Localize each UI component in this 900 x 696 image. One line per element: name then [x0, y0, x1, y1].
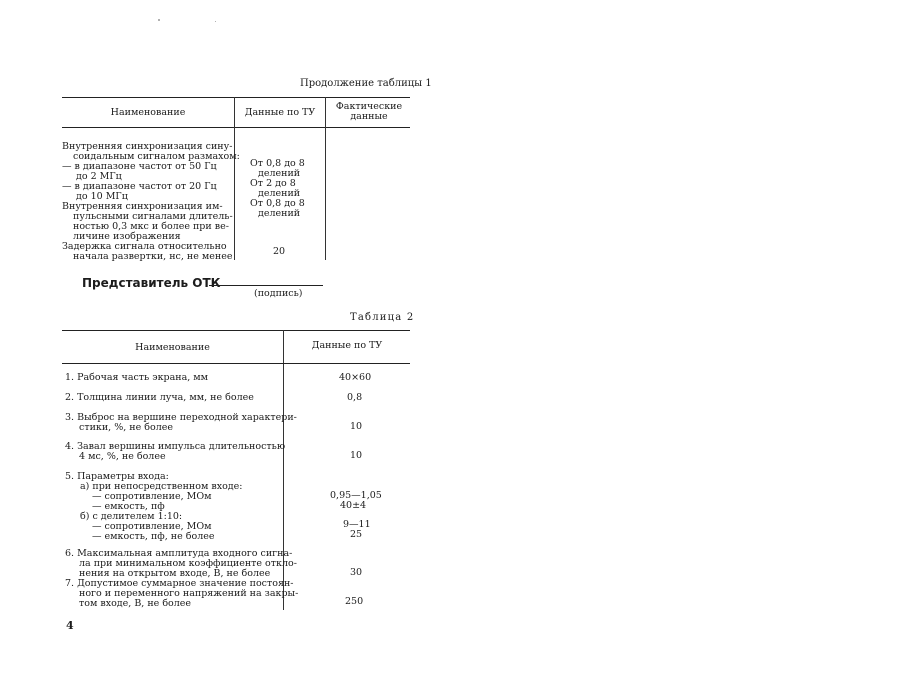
table1-row-line: начала развертки, нс, не менее [73, 251, 233, 262]
table1-col-divider-2 [325, 97, 326, 260]
table1-row-line: Внутренняя синхронизация им- [62, 201, 223, 212]
table2-row-2-name: 2. Толщина линии луча, мм, не более [65, 392, 254, 403]
table2-row-1-value: 40×60 [339, 372, 372, 383]
table2-row-6-value: 30 [350, 567, 363, 578]
table1-spec-value: 20 [273, 246, 286, 257]
table2-row-7-name: том входе, В, не более [79, 598, 192, 609]
table1-row-line: — в диапазоне частот от 20 Гц [62, 181, 217, 192]
scan-speck [215, 21, 216, 22]
table2-row-5-name: а) при непосредственном входе: [80, 481, 243, 492]
table1-continuation-label: Продолжение таблицы 1 [300, 78, 432, 89]
table2-row-7-name: 7. Допустимое суммарное значение постоян- [65, 578, 294, 589]
table2-top-rule [62, 330, 410, 331]
table1-row-line: соидальным сигналом размахом: [73, 151, 240, 162]
table2-row-6-name: ла при минимальном коэффициенте откло- [79, 558, 297, 569]
table2-row-5-name: 5. Параметры входа: [65, 471, 169, 482]
table2-label: Таблица 2 [350, 312, 415, 323]
table2-row-5-name: — емкость, пф, не более [92, 531, 215, 542]
table1-spec-value: От 0,8 до 8 [250, 198, 305, 209]
table2-header-rule [62, 363, 410, 364]
table1-row-line: личине изображения [73, 231, 181, 242]
table1-header-spec: Данные по ТУ [244, 107, 316, 118]
table2-row-5-name: — сопротивление, МОм [92, 491, 212, 502]
table2-header-name: Наименование [135, 342, 210, 353]
table1-header-actual: Фактические данные [335, 101, 403, 122]
table2-row-3-name: 3. Выброс на вершине переходной характери- [65, 412, 297, 423]
scan-speck [158, 19, 160, 21]
table2-row-5-value: 0,95—1,05 [330, 490, 382, 501]
signature-line [209, 285, 323, 286]
table2-row-4-value: 10 [350, 450, 363, 461]
table1-spec-value: От 0,8 до 8 [250, 158, 305, 169]
table2-row-5-name: б) с делителем 1:10: [80, 511, 183, 522]
table1-row-line: до 2 МГц [76, 171, 122, 182]
table1-row-line: — в диапазоне частот от 50 Гц [62, 161, 217, 172]
table2-row-2-value: 0,8 [347, 392, 363, 403]
table1-spec-value: От 2 до 8 [250, 178, 296, 189]
table1-spec-value: делений [258, 188, 301, 199]
table1-top-rule [62, 97, 410, 98]
table1-row-line: ностью 0,3 мкс и более при ве- [73, 221, 229, 232]
table2-row-5-value: 9—11 [343, 519, 371, 530]
table2-row-3-value: 10 [350, 421, 363, 432]
table1-header-rule [62, 127, 410, 128]
table1-header-name: Наименование [110, 107, 186, 118]
table1-row-line: до 10 МГц [76, 191, 128, 202]
table1-spec-value: делений [258, 208, 301, 219]
table2-row-5-name: — сопротивление, МОм [92, 521, 212, 532]
table2-row-7-value: 250 [345, 596, 364, 607]
table1-row-line: пульсными сигналами длитель- [73, 211, 233, 222]
table1-spec-value: делений [258, 168, 301, 179]
table2-row-6-name: нения на открытом входе, В, не более [79, 568, 271, 579]
table1-col-divider-1 [234, 97, 235, 260]
signature-caption: (подпись) [254, 288, 303, 299]
table2-row-5-value: 25 [350, 529, 363, 540]
table2-row-1-name: 1. Рабочая часть экрана, мм [65, 372, 209, 383]
table2-row-6-name: 6. Максимальная амплитуда входного сигна- [65, 548, 293, 559]
table1-row-line: Внутренняя синхронизация сину- [62, 141, 233, 152]
table2-row-4-name: 4. Завал вершины импульса длительностью [65, 441, 286, 452]
table2-row-3-name: стики, %, не более [79, 422, 173, 433]
table1-row-line: Задержка сигнала относительно [62, 241, 227, 252]
table2-row-5-value: 40±4 [340, 500, 367, 511]
table2-header-spec: Данные по ТУ [311, 340, 383, 351]
table2-row-7-name: ного и переменного напряжений на закры- [79, 588, 299, 599]
table2-row-4-name: 4 мс, %, не более [79, 451, 166, 462]
page-number: 4 [66, 619, 74, 632]
table2-row-5-name: — емкость, пф [92, 501, 165, 512]
otk-representative-label: Представитель ОТК [82, 276, 221, 290]
